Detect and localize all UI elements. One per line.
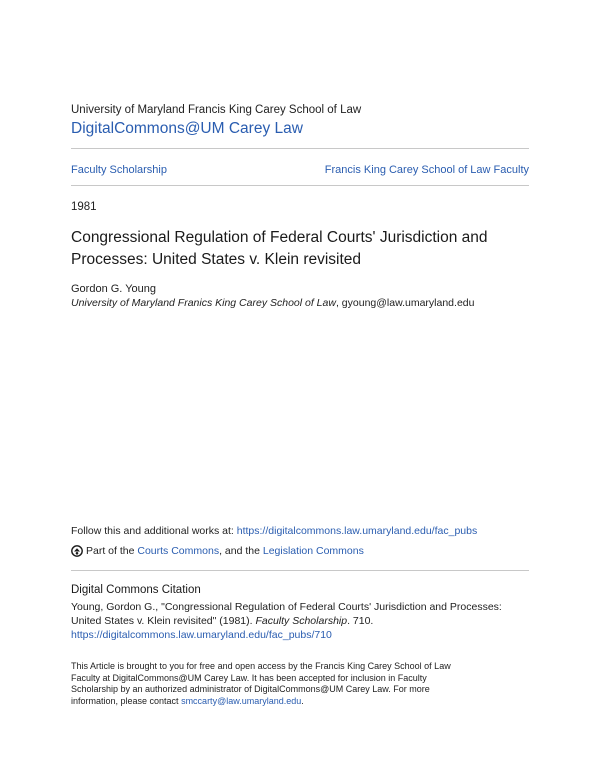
citation-main: Young, Gordon G., "Congressional Regulation of Federal Courts' Jurisdiction and Processes: United States v. Klein revisited" (1981).: [71, 601, 502, 627]
divider: [71, 148, 529, 149]
citation-series: Faculty Scholarship: [255, 615, 348, 627]
notice-text: This Article is brought to you for free and open access by the Francis King Carey School of Law Faculty at DigitalCommons@UM Carey Law. It has been accepted for inclusion in Faculty Scholarship by an authorized administrator of DigitalCommons@UM Carey Law. For more information, please contact: [71, 661, 451, 706]
follow-line: [71, 525, 477, 537]
legislation-commons-link[interactable]: Legislation Commons: [262, 545, 364, 557]
follow-url-link[interactable]: https://digitalcommons.law.umaryland.edu/fac_pubs: [236, 525, 478, 537]
citation-number: . 710.: [347, 615, 374, 627]
access-notice: [71, 661, 471, 707]
part-of-prefix: Part of the: [86, 545, 135, 557]
citation-heading: Digital Commons Citation: [71, 584, 201, 596]
follow-prefix: Follow this and additional works at:: [71, 525, 237, 537]
publication-year: 1981: [71, 201, 97, 213]
commons-network-icon: [71, 545, 83, 557]
institution-name: University of Maryland Francis King Carey School of Law: [71, 104, 362, 116]
citation-url-link[interactable]: https://digitalcommons.law.umaryland.edu/fac_pubs/710: [71, 629, 332, 641]
paper-title: Congressional Regulation of Federal Courts' Jurisdiction and Processes: United States v. Klein revisited: [71, 229, 488, 268]
divider: [71, 185, 529, 186]
author-email: gyoung@law.umaryland.edu: [341, 297, 475, 309]
divider: [71, 570, 529, 571]
repository-link[interactable]: DigitalCommons@UM Carey Law: [71, 120, 303, 137]
affiliation-text: University of Maryland Franics King Carey School of Law: [71, 297, 336, 309]
notice-end: .: [301, 695, 304, 706]
part-of-line: [71, 545, 364, 557]
courts-commons-link[interactable]: Courts Commons: [137, 545, 220, 557]
contact-email-link[interactable]: smccarty@law.umaryland.edu: [181, 695, 302, 706]
faculty-scholarship-link[interactable]: Faculty Scholarship: [71, 164, 167, 176]
school-faculty-link[interactable]: Francis King Carey School of Law Faculty: [324, 164, 529, 176]
and-the-text: , and the: [219, 545, 260, 557]
author-affiliation: University of Maryland Franics King Carey School of Law, gyoung@law.umaryland.edu: [71, 297, 475, 309]
citation-text: [71, 600, 531, 642]
author-name: Gordon G. Young: [71, 283, 157, 295]
